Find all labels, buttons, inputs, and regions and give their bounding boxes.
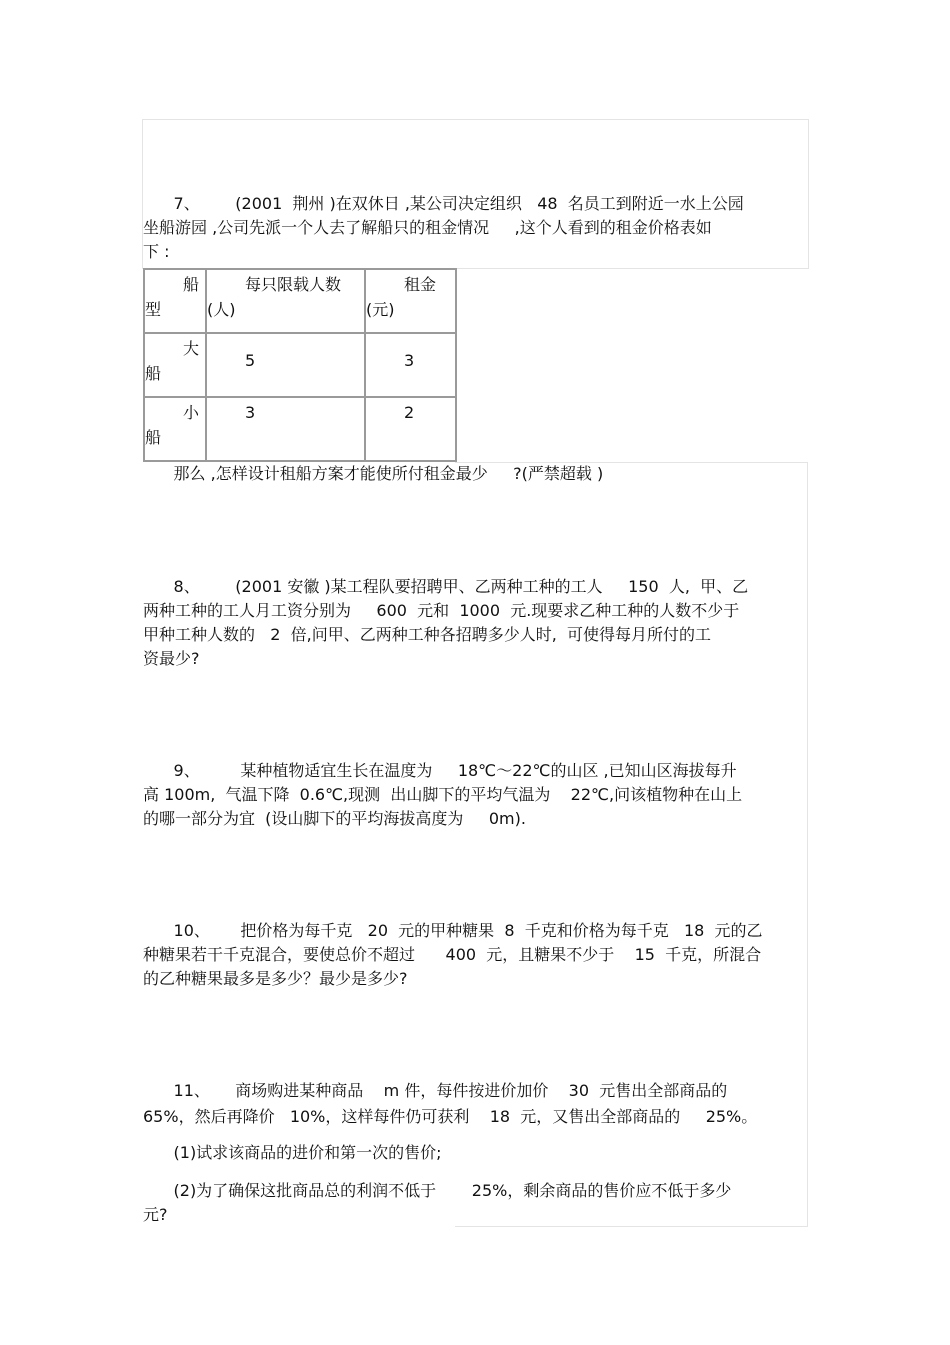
q8-line-1: 8、 (2001 安徽 )某工程队要招聘甲、乙两种工种的工人 150 人, 甲、乙 (143, 577, 749, 596)
row-rent (365, 333, 456, 397)
q11-part-2-line-1: (2)为了确保这批商品总的利润不低于 25%，剩余商品的售价应不低于多少 (143, 1181, 732, 1200)
q8-line-3: 甲种工种人数的 2 倍,问甲、乙两种工种各招聘多少人时, 可使得每月所付的工 (143, 625, 711, 644)
table-row (144, 397, 456, 461)
row-rent-value: 2 (404, 403, 415, 422)
q11-line-1: 11、 商场购进某种商品 m 件，每件按进价加价 30 元售出全部商品的 (143, 1081, 728, 1100)
q7-line-2: 坐船游园 ,公司先派一个人去了解船只的租金情况 ,这个人看到的租金价格表如 (143, 218, 712, 237)
rent-table (143, 268, 457, 462)
header-boat-type (144, 269, 206, 333)
header-rent-line-1: 租金 (404, 275, 437, 294)
header-capacity-line-1: 每只限载人数 (245, 275, 342, 294)
header-capacity-line-2: (人) (207, 300, 236, 319)
q11-part-1: (1)试求该商品的进价和第一次的售价; (143, 1143, 442, 1162)
row-type (144, 397, 206, 461)
row-type-line-2: 船 (145, 364, 162, 383)
q11-line-2: 65%，然后再降价 10%，这样每件仍可获利 18 元，又售出全部商品的 25%。 (143, 1107, 758, 1126)
row-capacity-value: 5 (245, 351, 256, 370)
row-type-line-2: 船 (145, 428, 162, 447)
header-boat-type-line-1: 船 (183, 275, 200, 294)
q7-after-table: 那么 ,怎样设计租船方案才能使所付租金最少 ?(严禁超载 ) (143, 464, 604, 483)
q9-line-3: 的哪一部分为宜 (设山脚下的平均海拔高度为 0m). (143, 809, 526, 828)
header-rent (365, 269, 456, 333)
q10-line-2: 种糖果若干千克混合，要使总价不超过 400 元，且糖果不少于 15 千克，所混合 (143, 945, 762, 964)
header-boat-type-line-2: 型 (145, 300, 162, 319)
row-type-line-1: 小 (183, 403, 200, 422)
header-rent-line-2: (元) (366, 300, 395, 319)
header-capacity (206, 269, 365, 333)
row-capacity (206, 397, 365, 461)
table-header-row (144, 269, 456, 333)
table-row (144, 333, 456, 397)
q10-line-1: 10、 把价格为每千克 20 元的甲种糖果 8 千克和价格为每千克 18 元的乙 (143, 921, 763, 940)
row-rent (365, 397, 456, 461)
q7-line-3: 下 : (143, 242, 170, 261)
q11-part-2-line-2: 元? (143, 1205, 168, 1224)
q10-line-3: 的乙种糖果最多是多少？最少是多少? (143, 969, 408, 988)
q7-line-1: 7、 (2001 荆州 )在双休日 ,某公司决定组织 48 名员工到附近一水上公园 (143, 194, 744, 213)
row-capacity (206, 333, 365, 397)
row-type-line-1: 大 (183, 339, 200, 358)
q9-line-1: 9、 某种植物适宜生长在温度为 18℃～22℃的山区 ,已知山区海拔每升 (143, 761, 737, 780)
row-type (144, 333, 206, 397)
q9-line-2: 高 100m, 气温下降 0.6℃,现测 出山脚下的平均气温为 22℃,问该植物种在山上 (143, 785, 743, 804)
q8-line-4: 资最少? (143, 649, 200, 668)
row-rent-value: 3 (404, 351, 415, 370)
row-capacity-value: 3 (245, 403, 256, 422)
q8-line-2: 两种工种的工人月工资分别为 600 元和 1000 元.现要求乙种工种的人数不少于 (143, 601, 740, 620)
